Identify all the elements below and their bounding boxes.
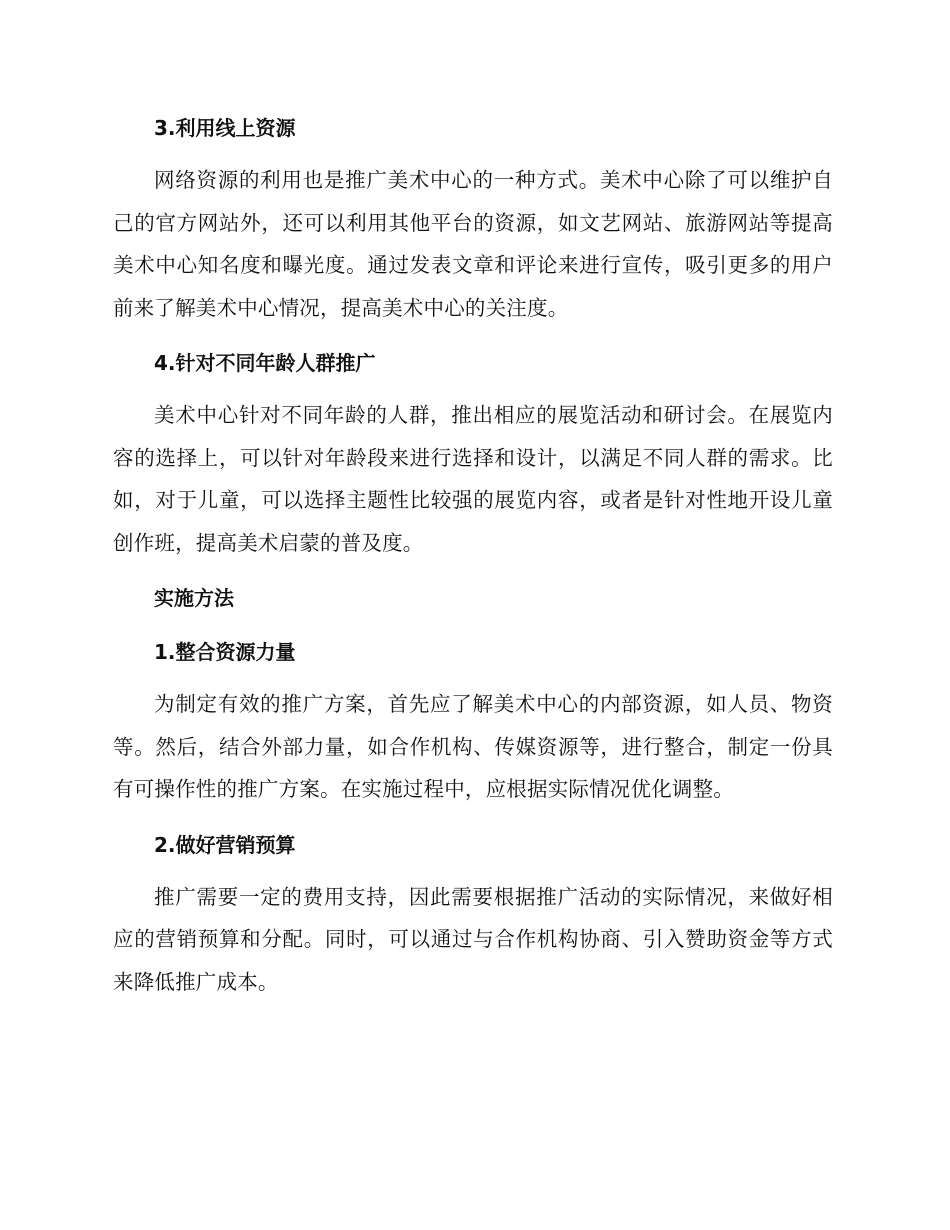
section-heading-online-resources: 3.利用线上资源 [154,116,296,140]
section-heading-age-groups: 4.针对不同年龄人群推广 [154,351,376,375]
paragraph-marketing-budget: 推广需要一定的费用支持，因此需要根据推广活动的实际情况，来做好相应的营销预算和分配。同时，可以通过与合作机构协商、引入赞助资金等方式来降低推广成本。 [113,884,833,994]
paragraph-age-groups: 美术中心针对不同年龄的人群，推出相应的展览活动和研讨会。在展览内容的选择上，可以针对年龄段来进行选择和设计，以满足不同人群的需求。比如，对于儿童，可以选择主题性比较强的展览内容，或者是针对性地开设儿童创作班，提高美术启蒙的普及度。 [113,403,833,555]
section-heading-marketing-budget: 2.做好营销预算 [154,832,296,857]
paragraph-online-resources: 网络资源的利用也是推广美术中心的一种方式。美术中心除了可以维护自己的官方网站外，还可以利用其他平台的资源，如文艺网站、旅游网站等提高美术中心知名度和曝光度。通过发表文章和评论来进行宣传，吸引更多的用户前来了解美术中心情况，提高美术中心的关注度。 [113,168,833,320]
paragraph-integrate-resources: 为制定有效的推广方案，首先应了解美术中心的内部资源，如人员、物资等。然后，结合外部力量，如合作机构、传媒资源等，进行整合，制定一份具有可操作性的推广方案。在实施过程中，应根据实际情况优化调整。 [113,692,833,801]
section-heading-implementation: 实施方法 [154,586,234,610]
document-body [113,108,833,1003]
section-heading-integrate-resources: 1.整合资源力量 [154,640,296,664]
